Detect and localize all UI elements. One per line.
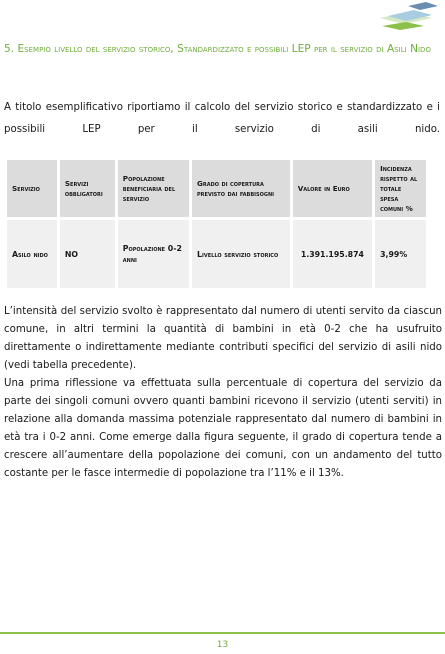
- table-cell: NO: [60, 220, 115, 288]
- footer-divider: [0, 632, 445, 634]
- paragraph: L’intensità del servizio svolto è rappresentato dal numero di utenti servito da ciascun comune, in altri termini la quantità di bambini in età 0-2 che ha usufruito direttamente o indirettamente mediante contributi specifici del servizio di asili nido (vedi tabella precedente).: [4, 306, 442, 371]
- body-text: [4, 303, 442, 483]
- table-header: Servizi obbligatori: [60, 160, 115, 217]
- table-cell: Asilo nido: [7, 220, 57, 288]
- intro-paragraph: A titolo esemplificativo riportiamo il calcolo del servizio storico e standardizzato e i possibili LEP per il servizio di asili nido.: [4, 102, 440, 135]
- service-table: [4, 157, 429, 291]
- table-header: Incidenza rispetto al totale spesa comuni %: [375, 160, 426, 217]
- table-cell: Livello servizio storico: [192, 220, 290, 288]
- section-heading: 5. Esempio livello del servizio storico, Standardizzato e possibili LEP per il servizio di Asili Nido: [4, 43, 431, 55]
- table-cell: 1.391.195.874: [293, 220, 372, 288]
- table-header-row: [7, 160, 426, 217]
- table-cell: 3,99%: [375, 220, 426, 288]
- table-header: Servizio: [7, 160, 57, 217]
- table-cell: Popolazione 0-2 anni: [118, 220, 189, 288]
- page-number: 13: [216, 640, 229, 650]
- logo-icon: [378, 0, 440, 32]
- table-header: Popolazione beneficiaria del servizio: [118, 160, 189, 217]
- table-row: [7, 220, 426, 288]
- table-header: Valore in Euro: [293, 160, 372, 217]
- paragraph: Una prima riflessione va effettuata sulla percentuale di copertura del servizio da parte dei singoli comuni ovvero quanti bambini ricevono il servizio (utenti serviti) in relazione alla domanda massima potenziale rappresentato dal numero di bambini in età tra i 0-2 anni. Come emerge dalla figura seguente, il grado di copertura tende a crescere all’aumentare della popolazione dei comuni, con un andamento del tutto costante per le fasce intermedie di popolazione tra l’11% e il 13%.: [4, 378, 442, 479]
- table-header: Grado di copertura previsto dai fabbisogni: [192, 160, 290, 217]
